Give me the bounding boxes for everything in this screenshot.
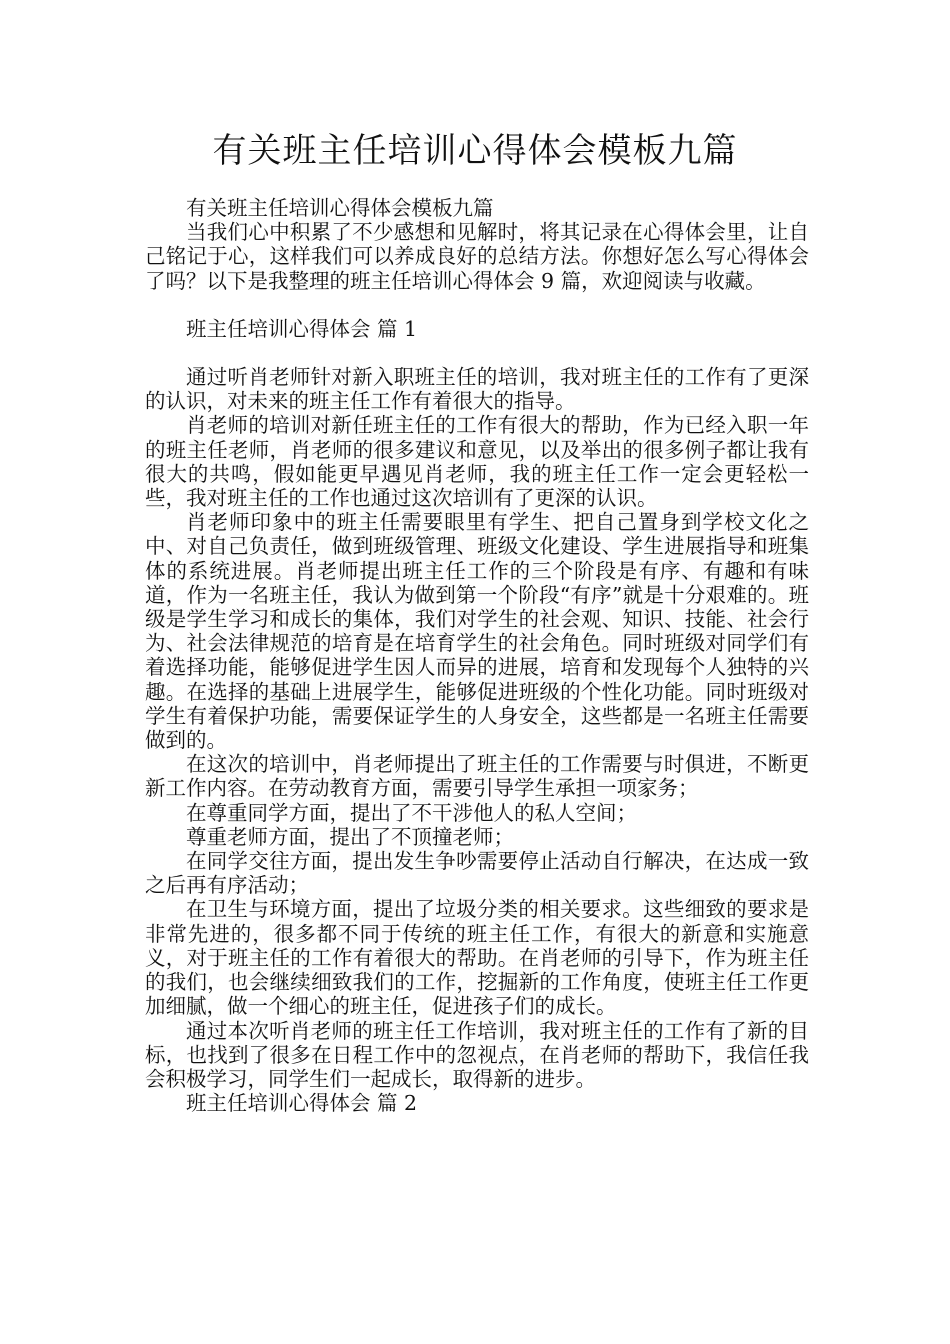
body-paragraph: 在同学交往方面，提出发生争吵需要停止活动自行解决，在达成一致之后再有序活动； — [145, 849, 809, 898]
body-paragraph: 肖老师的培训对新任班主任的工作有很大的帮助，作为已经入职一年的班主任老师，肖老师的很多建议和意见，以及举出的很多例子都让我有很大的共鸣，假如能更早遇见肖老师，我的班主任工作一定会更轻松一些，我对班主任的工作也通过这次培训有了更深的认识。 — [145, 413, 809, 511]
body-paragraph: 通过本次听肖老师的班主任工作培训，我对班主任的工作有了新的目标，也找到了很多在日程工作中的忽视点，在肖老师的帮助下，我信任我会积极学习，同学生们一起成长，取得新的进步。 — [145, 1018, 809, 1091]
body-paragraph: 通过听肖老师针对新入职班主任的培训，我对班主任的工作有了更深的认识，对未来的班主任工作有着很大的指导。 — [145, 365, 809, 414]
intro-paragraph: 当我们心中积累了不少感想和见解时，将其记录在心得体会里，让自己铭记于心，这样我们可以养成良好的总结方法。你想好怎么写心得体会了吗？以下是我整理的班主任培训心得体会 9 篇，欢迎阅读与收藏。 — [145, 220, 809, 293]
body-paragraph: 在卫生与环境方面，提出了垃圾分类的相关要求。这些细致的要求是非常先进的，很多都不同于传统的班主任工作，有很大的新意和实施意义，对于班主任的工作有着很大的帮助。在肖老师的引导下，作为班主任的我们，也会继续细致我们的工作，挖掘新的工作角度，使班主任工作更加细腻，做一个细心的班主任，促进孩子们的成长。 — [145, 897, 809, 1019]
document-body — [145, 196, 809, 1115]
document-title: 有关班主任培训心得体会模板九篇 — [212, 131, 738, 171]
body-paragraph: 尊重老师方面，提出了不顶撞老师； — [186, 824, 514, 849]
body-paragraph: 在这次的培训中，肖老师提出了班主任的工作需要与时俱进，不断更新工作内容。在劳动教育方面，需要引导学生承担一项家务； — [145, 752, 809, 801]
section-heading-2: 班主任培训心得体会 篇 2 — [186, 1091, 418, 1116]
body-paragraph: 肖老师印象中的班主任需要眼里有学生、把自己置身到学校文化之中、对自己负责任，做到班级管理、班级文化建设、学生进展指导和班集体的系统进展。肖老师提出班主任工作的三个阶段是有序、有趣和有味道，作为一名班主任，我认为做到第一个阶段“有序”就是十分艰难的。班级是学生学习和成长的集体，我们对学生的社会观、知识、技能、社会行为、社会法律规范的培育是在培育学生的社会角色。同时班级对同学们有着选择功能，能够促进学生因人而异的进展，培育和发现每个人独特的兴趣。在选择的基础上进展学生，能够促进班级的个性化功能。同时班级对学生有着保护功能，需要保证学生的人身安全，这些都是一名班主任需要做到的。 — [145, 510, 809, 753]
subtitle-line: 有关班主任培训心得体会模板九篇 — [186, 196, 494, 220]
body-paragraph: 在尊重同学方面，提出了不干涉他人的私人空间； — [186, 800, 637, 825]
section-heading-1: 班主任培训心得体会 篇 1 — [186, 316, 418, 341]
